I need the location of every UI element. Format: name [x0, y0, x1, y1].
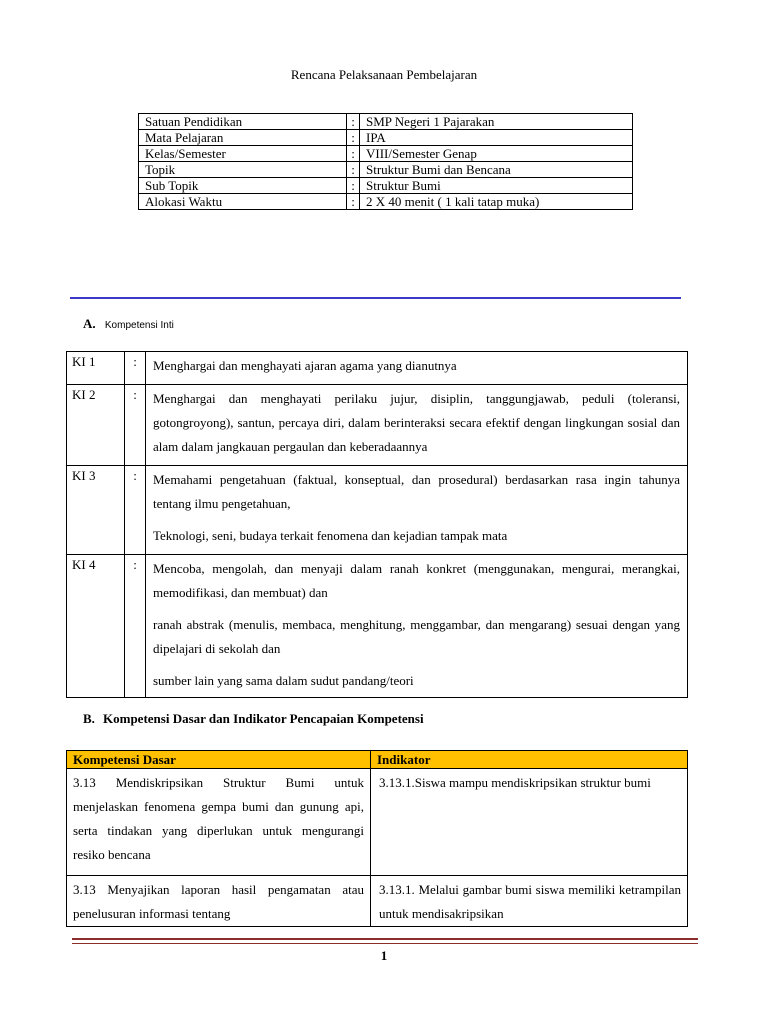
kd-header: Kompetensi Dasar — [67, 751, 371, 769]
ki-key: KI 2 — [67, 385, 125, 466]
section-b-label: Kompetensi Dasar dan Indikator Pencapaian Kompetensi — [103, 711, 424, 726]
ki-row — [67, 385, 688, 466]
info-row — [139, 114, 633, 130]
info-value: VIII/Semester Genap — [360, 146, 633, 162]
info-label: Sub Topik — [139, 178, 347, 194]
info-separator: : — [347, 130, 360, 146]
info-row — [139, 130, 633, 146]
info-label: Alokasi Waktu — [139, 194, 347, 210]
info-row — [139, 178, 633, 194]
info-label: Topik — [139, 162, 347, 178]
ki-row — [67, 466, 688, 555]
kd-cell: 3.13 Menyajikan laporan hasil pengamatan atau penelusuran informasi tentang — [67, 876, 371, 927]
identity-table — [138, 113, 633, 210]
ki-separator: : — [125, 466, 146, 555]
ki-description — [146, 466, 688, 555]
info-separator: : — [347, 178, 360, 194]
info-value: Struktur Bumi dan Bencana — [360, 162, 633, 178]
info-row — [139, 194, 633, 210]
section-b-heading — [83, 711, 424, 727]
info-separator: : — [347, 162, 360, 178]
info-label: Kelas/Semester — [139, 146, 347, 162]
info-label: Mata Pelajaran — [139, 130, 347, 146]
indikator-header: Indikator — [371, 751, 688, 769]
info-row — [139, 162, 633, 178]
ki-separator: : — [125, 352, 146, 385]
ki-separator: : — [125, 555, 146, 698]
page-number: 1 — [380, 948, 388, 963]
ki-paragraph: ranah abstrak (menulis, membaca, menghitung, menggambar, dan mengarang) sesuai dengan yang dipelajari di sekolah dan — [153, 617, 680, 656]
indikator-cell: 3.13.1.Siswa mampu mendiskripsikan struktur bumi — [371, 769, 688, 876]
info-separator: : — [347, 194, 360, 210]
ki-key: KI 1 — [67, 352, 125, 385]
ki-key: KI 4 — [67, 555, 125, 698]
info-separator: : — [347, 114, 360, 130]
ki-paragraph: Memahami pengetahuan (faktual, konseptual, dan prosedural) berdasarkan rasa ingin tahunya tentang ilmu pengetahuan, — [153, 472, 680, 511]
ki-description — [146, 352, 688, 385]
ki-row — [67, 555, 688, 698]
ki-paragraph: Menghargai dan menghayati ajaran agama yang dianutnya — [153, 358, 457, 373]
kd-row — [67, 769, 688, 876]
info-label: Satuan Pendidikan — [139, 114, 347, 130]
kd-row — [67, 876, 688, 927]
ki-key: KI 3 — [67, 466, 125, 555]
ki-description — [146, 385, 688, 466]
ki-paragraph: sumber lain yang sama dalam sudut pandang/teori — [153, 673, 414, 688]
kd-cell: 3.13 Mendiskripsikan Struktur Bumi untuk menjelaskan fenomena gempa bumi dan gunung api, serta tindakan yang diperlukan untuk mengurangi resiko bencana — [67, 769, 371, 876]
document-title: Rencana Pelaksanaan Pembelajaran — [290, 67, 478, 82]
section-b-letter: B. — [83, 711, 95, 726]
ki-description — [146, 555, 688, 698]
section-a-letter: A. — [83, 316, 96, 331]
info-value: Struktur Bumi — [360, 178, 633, 194]
kompetensi-dasar-table — [66, 750, 688, 927]
footer-divider-thin — [72, 943, 698, 944]
ki-paragraph: Teknologi, seni, budaya terkait fenomena dan kejadian tampak mata — [153, 528, 508, 543]
info-value: 2 X 40 menit ( 1 kali tatap muka) — [360, 194, 633, 210]
kompetensi-inti-table — [66, 351, 688, 698]
info-value: SMP Negeri 1 Pajarakan — [360, 114, 633, 130]
ki-paragraph: Mencoba, mengolah, dan menyaji dalam ranah konkret (menggunakan, mengurai, merangkai, memodifikasi, dan membuat) dan — [153, 561, 680, 600]
ki-row — [67, 352, 688, 385]
section-a-heading — [83, 316, 174, 332]
ki-paragraph: Menghargai dan menghayati perilaku jujur, disiplin, tanggungjawab, peduli (toleransi, gotongroyong), santun, percaya diri, dalam berinteraksi secara efektif dengan lingkungan sosial dan alam dalam jangkauan pergaulan dan keberadaannya — [153, 391, 680, 454]
info-separator: : — [347, 146, 360, 162]
section-a-label: Kompetensi Inti — [104, 320, 174, 331]
footer-divider — [72, 938, 698, 940]
ki-separator: : — [125, 385, 146, 466]
blue-divider — [70, 297, 681, 299]
info-value: IPA — [360, 130, 633, 146]
info-row — [139, 146, 633, 162]
indikator-cell: 3.13.1. Melalui gambar bumi siswa memiliki ketrampilan untuk mendisakripsikan — [371, 876, 688, 927]
